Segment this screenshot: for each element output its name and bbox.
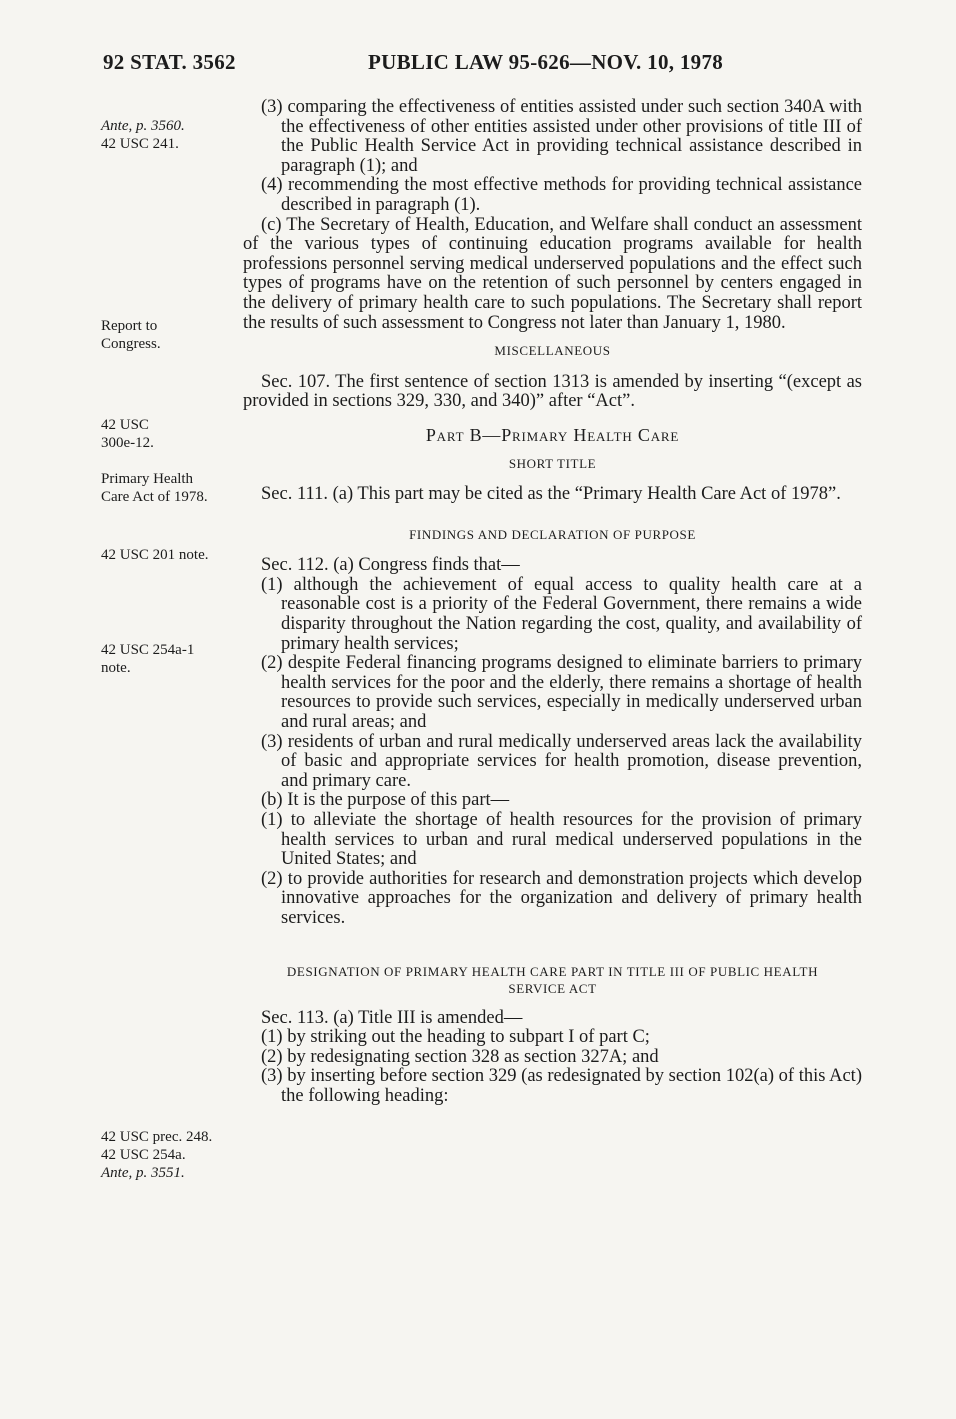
margin-note-line: Congress.	[101, 336, 161, 352]
finding-3: (3) residents of urban and rural medically underserved areas lack the availability of basic and appropriate services for health promotion, disease prevention, and primary care.	[261, 731, 862, 791]
heading-part-b: Part B—Primary Health Care	[425, 424, 680, 445]
amendment-1: (1) by striking out the heading to subpart I of part C;	[261, 1027, 650, 1048]
amendment-2: (2) by redesignating section 328 as section 327A; and	[261, 1046, 659, 1067]
section-113: Sec. 113. (a) Title III is amended—	[261, 1007, 523, 1028]
section-111: Sec. 111. (a) This part may be cited as the “Primary Health Care Act of 1978”.	[261, 484, 841, 505]
margin-note-line: note.	[101, 660, 131, 676]
margin-note-line: 300e-12.	[101, 435, 154, 451]
margin-note-primary-health-act	[101, 470, 251, 506]
page-stat-citation: 92 STAT. 3562	[103, 50, 236, 74]
margin-note-254a-1	[101, 641, 251, 677]
page-law-header: PUBLIC LAW 95-626—NOV. 10, 1978	[368, 50, 724, 74]
margin-note-line: Care Act of 1978.	[101, 489, 208, 505]
margin-note-line: 42 USC 201 note.	[101, 547, 209, 563]
margin-note-201	[101, 546, 251, 564]
heading-miscellaneous: MISCELLANEOUS	[494, 343, 611, 359]
margin-note-line: Ante, p. 3560.	[101, 118, 185, 134]
paragraph-c: (c) The Secretary of Health, Education, and Welfare shall conduct an assessment of the various types of continuing education programs available for health professions personnel serving medical underserved populations and the effect such types of programs have on the retention of such personnel by centers engaged in the delivery of primary health care to such populations. The Secretary shall report the results of such assessment to Congress not later than January 1, 1980.	[243, 214, 862, 333]
section-107: Sec. 107. The first sentence of section 1313 is amended by inserting “(except as provided in sections 329, 330, and 340)” after “Act”.	[243, 371, 862, 412]
paragraph-3: (3) comparing the effectiveness of entities assisted under such section 340A with the effectiveness of other entities assisted under other provisions of title III of the Public Health Service Act in providing technical assistance described in paragraph (1); and	[261, 97, 862, 176]
heading-designation: DESIGNATION OF PRIMARY HEALTH CARE PART IN TITLE III OF PUBLIC HEALTH SERVICE ACT	[286, 963, 819, 996]
margin-note-line: 42 USC 241.	[101, 136, 179, 152]
finding-1: (1) although the achievement of equal access to quality health care at a reasonable cost is a priority of the Federal Government, there remains a wide disparity throughout the Nation regarding the cost, quality, and availability of primary health services;	[261, 574, 862, 654]
heading-findings: FINDINGS AND DECLARATION OF PURPOSE	[409, 526, 696, 542]
margin-note-line: 42 USC 254a.	[101, 1147, 186, 1163]
purpose-1: (1) to alleviate the shortage of health resources for the provision of primary health services to urban and rural medical underserved populations in the United States; and	[261, 810, 862, 870]
margin-note-line: 42 USC prec. 248.	[101, 1129, 213, 1145]
paragraph-4: (4) recommending the most effective methods for providing technical assistance described in paragraph (1).	[261, 175, 862, 215]
margin-note-line: Primary Health	[101, 471, 194, 487]
margin-note-line: Report to	[101, 318, 158, 334]
margin-note-line: Ante, p. 3551.	[101, 1165, 185, 1181]
purpose-2: (2) to provide authorities for research and demonstration projects which develop innovative approaches for the organization and delivery of primary health services.	[261, 868, 862, 928]
margin-note-report	[101, 317, 251, 353]
section-112: Sec. 112. (a) Congress finds that—	[261, 555, 520, 576]
amendment-3: (3) by inserting before section 329 (as redesignated by section 102(a) of this Act) the following heading:	[261, 1066, 862, 1106]
margin-note-prec-248	[101, 1128, 251, 1182]
finding-2: (2) despite Federal financing programs designed to eliminate barriers to primary health services for the poor and the elderly, there remains a shortage of health resources to provide such services, especially in medically underserved urban and rural areas; and	[261, 653, 862, 733]
main-text	[243, 98, 862, 1107]
margin-note-300e	[101, 416, 251, 452]
margin-note-line: 42 USC	[101, 417, 149, 433]
heading-short-title: SHORT TITLE	[508, 455, 597, 471]
margin-note-ante-3560	[101, 117, 251, 153]
margin-note-line: 42 USC 254a-1	[101, 642, 195, 658]
paragraph-b: (b) It is the purpose of this part—	[261, 790, 510, 811]
